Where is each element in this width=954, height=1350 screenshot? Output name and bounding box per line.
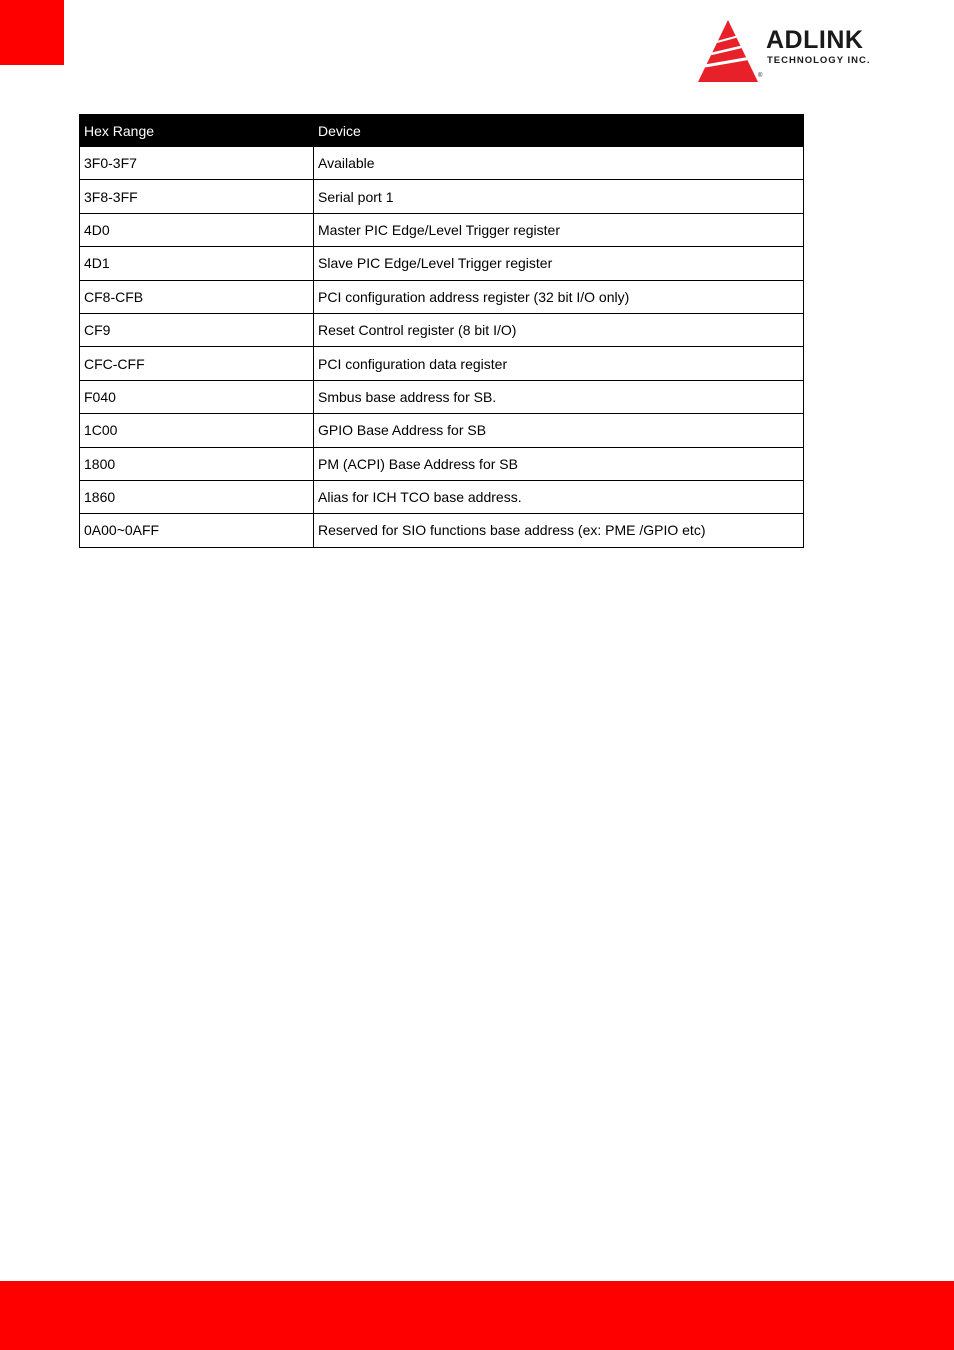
cell-hex-range: 1860 [80, 480, 314, 513]
io-address-map-table [79, 114, 804, 548]
column-header-hex-range: Hex Range [80, 115, 314, 147]
table-header-row [80, 115, 804, 147]
table-row [80, 347, 804, 380]
table-row [80, 280, 804, 313]
cell-device: Available [314, 147, 804, 180]
brand-tagline: TECHNOLOGY INC. [767, 55, 871, 66]
brand-logo [696, 18, 911, 84]
footer-band [0, 1281, 954, 1350]
cell-device: Alias for ICH TCO base address. [314, 480, 804, 513]
cell-device: GPIO Base Address for SB [314, 414, 804, 447]
cell-hex-range: 1C00 [80, 414, 314, 447]
cell-device: Serial port 1 [314, 180, 804, 213]
cell-hex-range: 0A00~0AFF [80, 514, 314, 547]
cell-hex-range: CF9 [80, 313, 314, 346]
table-row [80, 147, 804, 180]
cell-hex-range: 3F8-3FF [80, 180, 314, 213]
table-row [80, 514, 804, 547]
cell-device: Master PIC Edge/Level Trigger register [314, 213, 804, 246]
adlink-triangle-logo-icon [696, 18, 762, 84]
table-row [80, 380, 804, 413]
cell-hex-range: 4D0 [80, 213, 314, 246]
cell-device: PCI configuration address register (32 bit I/O only) [314, 280, 804, 313]
cell-hex-range: 1800 [80, 447, 314, 480]
cell-device: Reserved for SIO functions base address (ex: PME /GPIO etc) [314, 514, 804, 547]
cell-device: PM (ACPI) Base Address for SB [314, 447, 804, 480]
cell-hex-range: CF8-CFB [80, 280, 314, 313]
cell-device: PCI configuration data register [314, 347, 804, 380]
table-row [80, 247, 804, 280]
table-row [80, 447, 804, 480]
registered-mark: ® [758, 73, 763, 79]
column-header-device: Device [314, 115, 804, 147]
header-corner-tab [0, 0, 64, 65]
table-row [80, 180, 804, 213]
cell-hex-range: 4D1 [80, 247, 314, 280]
cell-hex-range: F040 [80, 380, 314, 413]
cell-hex-range: CFC-CFF [80, 347, 314, 380]
cell-device: Reset Control register (8 bit I/O) [314, 313, 804, 346]
table-row [80, 480, 804, 513]
table-row [80, 313, 804, 346]
cell-device: Smbus base address for SB. [314, 380, 804, 413]
table-row [80, 414, 804, 447]
table-row [80, 213, 804, 246]
cell-hex-range: 3F0-3F7 [80, 147, 314, 180]
brand-name: ADLINK [766, 26, 864, 54]
cell-device: Slave PIC Edge/Level Trigger register [314, 247, 804, 280]
